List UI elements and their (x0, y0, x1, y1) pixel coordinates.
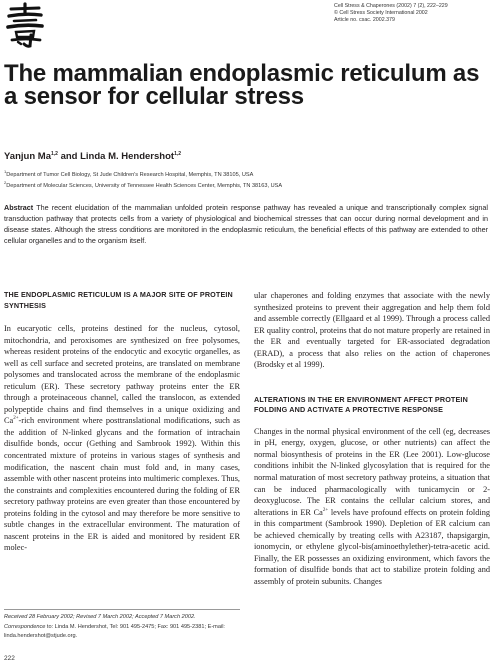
author-affiliation-sup: 1,2 (50, 151, 58, 157)
article-title: The mammalian endoplasmic reticulum as a sensor for cellular stress (4, 60, 480, 110)
journal-logo (6, 2, 44, 48)
paragraph-text: In eucaryotic cells, proteins destined for the nucleus, cytosol, mitochondria, and peroxisomes are synthesized on free polysomes, whereas resident proteins of the endocytic and exocytic organelles, as well as cell surface and secreted proteins, are translated on membrane polysomes and translocated across the membrane of the endoplasmic reticulum (ER). These secretory pathway proteins enter the ER through a proteinaceous channel, called the translocon, as extended polypeptide chains and find themselves in a unique oxidizing and Ca (4, 324, 240, 426)
author-list (4, 151, 181, 162)
journal-logo-icon (6, 2, 44, 48)
abstract-text: The recent elucidation of the mammalian unfolded protein response pathway has revealed a unique and transcriptionally complex signal transduction pathway that protects cells from a variety of physiological and biochemical stresses that can occur during normal development and in disease states. Although the stress conditions are monitored in the endoplasmic reticulum, the beneficial effects of this pathway are extended to other cellular organelles and to the organism itself. (4, 203, 488, 246)
author-name: Linda M. Hendershot (80, 151, 175, 163)
calcium-superscript: 2+ (322, 507, 329, 513)
article-number: Article no. csac. 2002.379 (334, 17, 395, 24)
journal-info (334, 3, 484, 25)
affiliation-sup: 1 (4, 169, 7, 174)
page-number: 222 (4, 655, 15, 662)
calcium-superscript: 2+ (13, 416, 19, 422)
paragraph-text: levels have profound effects on protein folding in this compartment (Sambrook 1990). Depletion of ER calcium can be achieved chemically by treating cells with A23187, thapsigargin, ionomycin, or ethylene glycol-bis(aminoethylether)-tetra-acetic acid. Finally, the ER possesses an oxidizing environment, which favors the formation of disulfide bonds that act to stabilize protein folding and assembly of protein subunits. Changes (254, 507, 490, 586)
affiliation (4, 180, 282, 189)
affiliation-text: Department of Molecular Sciences, University of Tennessee Health Sciences Center, Memphis, TN 38163, USA (6, 182, 283, 189)
received-footnote (4, 609, 240, 642)
correspondence-text: to: Linda M. Hendershot, Tel: 901 495-2475; Fax: 901 495-2381; E-mail: linda.hendershot@stjude.org. (4, 623, 225, 640)
author-conjunction: and (57, 151, 81, 163)
section-heading: ALTERATIONS IN THE ER ENVIRONMENT AFFECT PROTEIN FOLDING AND ACTIVATE A PROTECTIVE RESPONSE (254, 394, 468, 415)
body-paragraph (254, 426, 490, 588)
received-dates: Received 28 February 2002; Revised 7 March 2002; Accepted 7 March 2002. (4, 614, 196, 620)
copyright-line: © Cell Stress Society International 2002 (334, 10, 428, 17)
author-affiliation-sup: 1,2 (174, 151, 182, 157)
affiliation-text: Department of Tumor Cell Biology, St Jude Children's Research Hospital, Memphis, TN 38105, USA (6, 171, 254, 178)
affiliation-sup: 2 (4, 180, 7, 185)
author-name: Yanjun Ma (4, 151, 51, 163)
right-column (254, 290, 490, 587)
body-paragraph: ular chaperones and folding enzymes that associate with the newly synthesized proteins to prevent their aggregation and help them fold and assemble correctly (Ellgaard et al 1999). Through a process called ER quality control, proteins that do not mature properly are retained in the ER and eventually targeted for ER-associated degradation (ERAD), a process that also relies on the action of chaperones (Brodsky et al 1999). (254, 291, 490, 370)
affiliation (4, 169, 253, 178)
correspondence-label: Correspondence (4, 623, 46, 630)
left-column (4, 290, 240, 554)
journal-citation: Cell Stress & Chaperones (2002) 7 (2), 222–229 (334, 3, 448, 9)
section-heading: THE ENDOPLASMIC RETICULUM IS A MAJOR SITE OF PROTEIN SYNTHESIS (4, 290, 233, 310)
abstract (4, 202, 488, 246)
body-paragraph (4, 323, 240, 554)
paragraph-text: -rich environment where posttranslational modifications, such as the addition of N-linked glycans and the formation of intrachain disulfide bonds, occur (Gething and Sambrook 1992). Within this concentrated mixture of proteins in various stages of synthesis and modification, the nascent chain must fold and, in many cases, assemble with other nascent proteins into multimeric complexes. Thus, the constraints and complexities encountered during the folding of ER secretory pathway proteins are even greater than those encountered by proteins folding in the cytosol and may therefore be more sensitive to subtle changes in the extracellular environment. The maturation of nascent proteins in the ER is aided and monitored by resident ER molec- (4, 416, 240, 553)
abstract-label: Abstract (4, 203, 34, 212)
paragraph-text: Changes in the normal physical environment of the cell (eg, decreases in pH, energy, oxygen, glucose, or other nutrients) can affect the normal biosynthesis of proteins in the ER (Lee 2001). Low-glucose conditions inhibit the N-linked glycosylation that is required for the normal maturation of most secretory pathway proteins, a situation that can be induced pharmacologically with tunicamycin or 2-deoxyglucose. The ER contains the cellular calcium stores, and alterations in ER Ca (254, 426, 490, 517)
